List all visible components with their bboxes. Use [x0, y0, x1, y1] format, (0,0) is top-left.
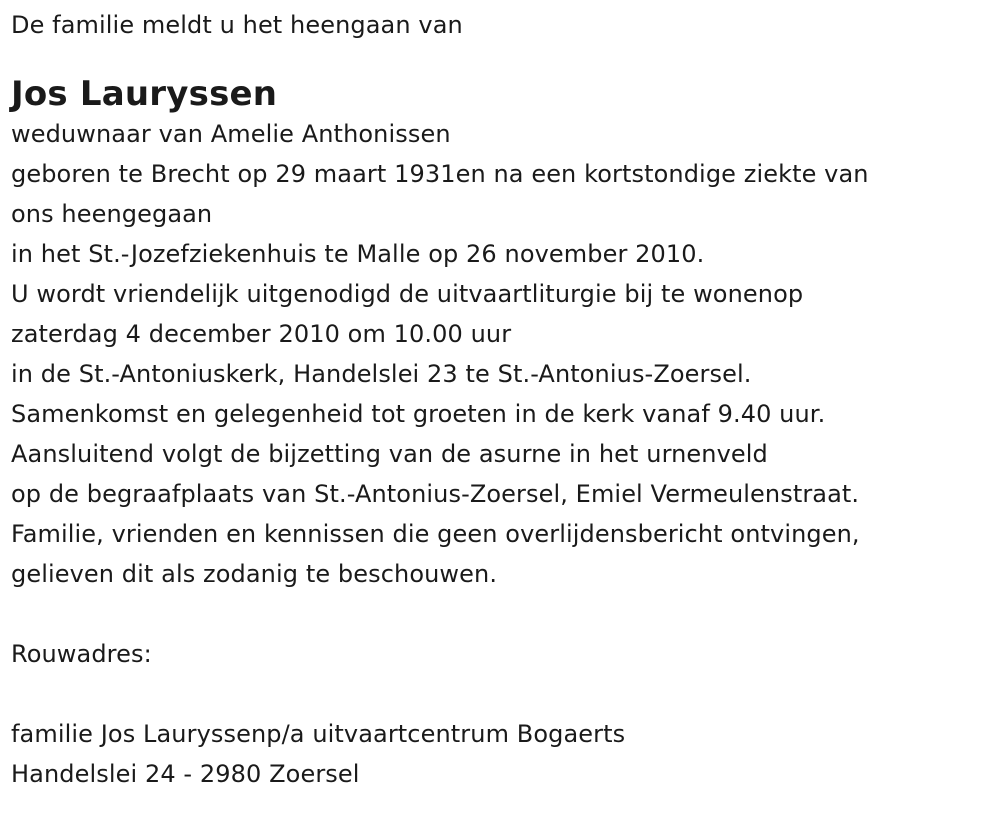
body-line: in het St.-Jozefziekenhuis te Malle op 26 november 2010.	[11, 240, 705, 268]
spacer	[11, 674, 1000, 714]
spacer	[11, 594, 1000, 634]
body-line: ons heengegaan	[11, 200, 213, 228]
intro-text: De familie meldt u het heengaan van	[11, 11, 463, 39]
mourning-address-label: Rouwadres:	[11, 640, 152, 668]
body-line: in de St.-Antoniuskerk, Handelslei 23 te St.-Antonius-Zoersel.	[11, 360, 752, 388]
mourning-address	[11, 714, 1000, 794]
address-line: familie Jos Lauryssenp/a uitvaartcentrum Bogaerts	[11, 720, 626, 748]
address-line: Handelslei 24 - 2980 Zoersel	[11, 760, 360, 788]
notice-body	[11, 114, 1000, 594]
body-line: geboren te Brecht op 29 maart 1931en na een kortstondige ziekte van	[11, 160, 869, 188]
body-line: gelieven dit als zodanig te beschouwen.	[11, 560, 498, 588]
body-line: Samenkomst en gelegenheid tot groeten in de kerk vanaf 9.40 uur.	[11, 400, 826, 428]
deceased-name: Jos Lauryssen	[11, 74, 278, 114]
body-line: U wordt vriendelijk uitgenodigd de uitvaartliturgie bij te wonenop	[11, 280, 804, 308]
body-line: zaterdag 4 december 2010 om 10.00 uur	[11, 320, 512, 348]
body-line: op de begraafplaats van St.-Antonius-Zoersel, Emiel Vermeulenstraat.	[11, 480, 860, 508]
body-line: Aansluitend volgt de bijzetting van de asurne in het urnenveld	[11, 440, 768, 468]
body-line: Familie, vrienden en kennissen die geen overlijdensbericht ontvingen,	[11, 520, 860, 548]
body-line: weduwnaar van Amelie Anthonissen	[11, 120, 451, 148]
